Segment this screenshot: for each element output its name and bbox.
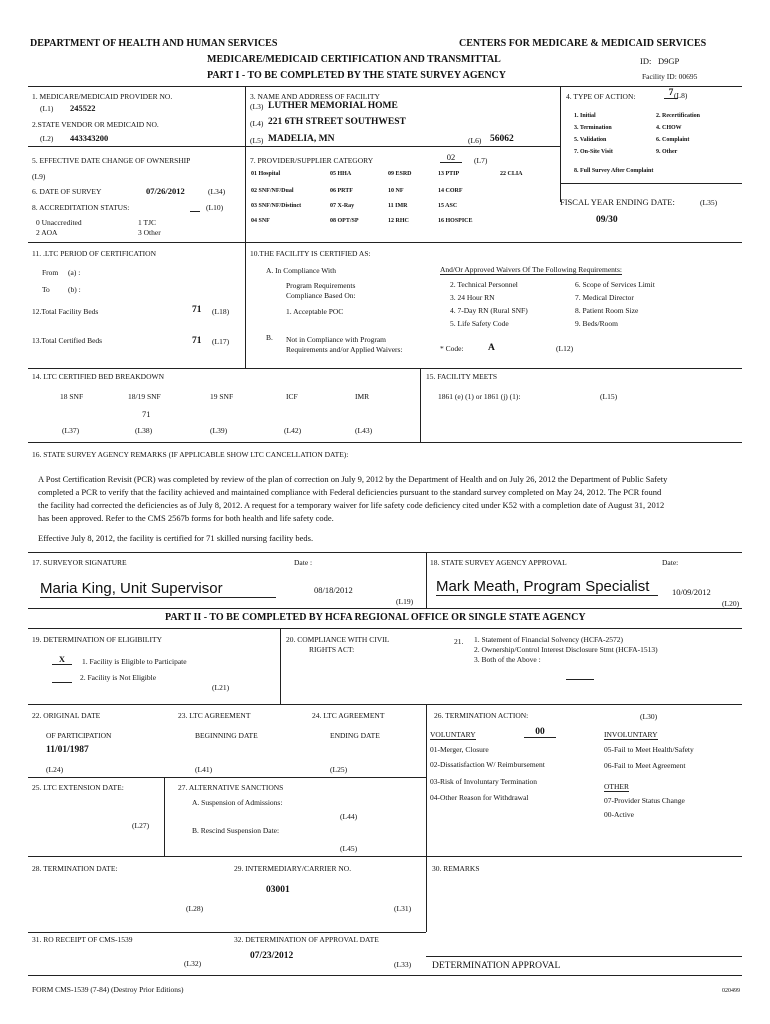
form-title: MEDICARE/MEDICAID CERTIFICATION AND TRANSMITTAL: [207, 54, 501, 65]
approval-date-code: (L33): [394, 960, 412, 969]
divider: [280, 628, 281, 704]
category-option: 08 OPT/SP: [330, 218, 359, 224]
divider: [426, 856, 427, 932]
divider: [426, 552, 427, 608]
action-type-label: 4. TYPE OF ACTION:: [566, 92, 636, 101]
category-option: 12 RHC: [388, 218, 409, 224]
divider: [28, 368, 742, 369]
category-option: 06 PRTF: [330, 188, 353, 194]
action-option: 2. Recertification: [656, 113, 700, 119]
total-beds-code: (L18): [212, 307, 230, 316]
ltc-extension-code: (L27): [132, 821, 150, 830]
id-label: ID:: [640, 56, 652, 66]
facility-zip: 56062: [490, 134, 514, 144]
waiver-item: 5. Life Safety Code: [450, 319, 509, 328]
category-option: 05 HHA: [330, 171, 352, 177]
original-date-code: (L24): [46, 765, 64, 774]
ro-receipt-label: 31. RO RECEIPT OF CMS-1539: [32, 935, 133, 944]
vendor-no-value: 443343200: [70, 133, 109, 143]
bed-code: (L42): [284, 426, 302, 435]
facility-city: MADELIA, MN: [268, 134, 335, 144]
category-option: 16 HOSPICE: [438, 218, 473, 224]
vendor-no-code: (L2): [40, 134, 54, 143]
ltc-end-label2: ENDING DATE: [330, 731, 380, 740]
certified-as-label: 10.THE FACILITY IS CERTIFIED AS:: [250, 249, 371, 258]
bed-code: (L38): [135, 426, 153, 435]
action-option: 6. Complaint: [656, 137, 690, 143]
item21-opt: 3. Both of the Above :: [474, 655, 541, 664]
category-option: 04 SNF: [251, 218, 270, 224]
remarks-line: A Post Certification Revisit (PCR) was completed by review of the plan of correction on July 9, 2012 by the Department of Health and on July 26, 2012 the Department of Public Safety: [38, 474, 668, 484]
divider: [560, 86, 561, 202]
action-option: 5. Validation: [574, 137, 607, 143]
accreditation-code: (L10): [206, 203, 224, 212]
compliance-b: B.: [266, 333, 273, 342]
dept-title: DEPARTMENT OF HEALTH AND HUMAN SERVICES: [30, 38, 278, 49]
category-option: 01 Hospital: [251, 171, 281, 177]
civil-rights-label: 20. COMPLIANCE WITH CIVIL: [286, 635, 390, 644]
remarks30-label: 30. REMARKS: [432, 864, 480, 873]
survey-date-label: 6. DATE OF SURVEY: [32, 187, 102, 196]
fiscal-year-label: FISCAL YEAR ENDING DATE:: [560, 197, 675, 207]
ltc-from: From: [42, 268, 59, 277]
accreditation-opt: 0 Unaccredited: [36, 218, 82, 227]
voluntary-opt: 01-Merger, Closure: [430, 745, 489, 754]
category-option: 13 PTIP: [438, 171, 460, 177]
provider-no-code: (L1): [40, 104, 54, 113]
eligibility-code: (L21): [212, 683, 230, 692]
termination-action-label: 26. TERMINATION ACTION:: [434, 711, 529, 720]
agency-approval-label: 18. STATE SURVEY AGENCY APPROVAL: [430, 558, 567, 567]
compliance-b2: Requirements and/or Applied Waivers:: [286, 345, 403, 354]
compliance-a3: 1. Acceptable POC: [286, 307, 344, 316]
original-date-label2: OF PARTICIPATION: [46, 731, 112, 740]
action-option: 4. CHOW: [656, 125, 682, 131]
compliance-a2: Compliance Based On:: [286, 291, 356, 300]
ltc-end-label: 24. LTC AGREEMENT: [312, 711, 385, 720]
accreditation-label: 8. ACCREDITATION STATUS:: [32, 203, 130, 212]
ltc-period-label: 11. .LTC PERIOD OF CERTIFICATION: [32, 249, 157, 258]
surveyor-signature: Maria King, Unit Supervisor: [40, 580, 276, 598]
eligibility-opt1: 1. Facility is Eligible to Participate: [82, 657, 187, 666]
termination-date-code: (L28): [186, 904, 204, 913]
category-code: (L7): [474, 156, 488, 165]
accreditation-opt: 1 TJC: [138, 218, 156, 227]
divider: [28, 704, 742, 705]
vendor-no-label: 2.STATE VENDOR OR MEDICAID NO.: [32, 120, 159, 129]
waiver-item: 7. Medical Director: [575, 293, 634, 302]
category-option: 03 SNF/NF/Distinct: [251, 203, 302, 209]
surveyor-date-code: (L19): [396, 597, 414, 606]
waiver-item: 4. 7-Day RN (Rural SNF): [450, 306, 528, 315]
ltc-to: To: [42, 285, 50, 294]
item21-opt: 1. Statement of Financial Solvency (HCFA-2572): [474, 635, 624, 644]
facility-meets-text: 1861 (e) (1) or 1861 (j) (1):: [438, 392, 521, 401]
agency-date: 10/09/2012: [672, 587, 711, 597]
remarks-line: completed a PCR to verify that the facility achieved and maintained compliance with Federal deficiencies pursuant to the standard survey completed on May 24, 2012. The PCR found: [38, 487, 662, 497]
other-opt: 07-Provider Status Change: [604, 796, 685, 805]
divider: [28, 628, 742, 629]
item21-blank: [566, 679, 594, 680]
divider: [28, 86, 742, 87]
involuntary-opt: 05-Fail to Meet Health/Safety: [604, 745, 694, 754]
fiscal-year-code: (L35): [700, 198, 718, 207]
divider: [28, 608, 742, 609]
survey-date-code: (L34): [208, 187, 226, 196]
survey-date-value: 07/26/2012: [146, 186, 185, 196]
bed-col: ICF: [286, 392, 298, 401]
bed-breakdown-label: 14. LTC CERTIFIED BED BREAKDOWN: [32, 372, 164, 381]
facility-name-code: (L3): [250, 102, 264, 111]
termination-date-label: 28. TERMINATION DATE:: [32, 864, 118, 873]
divider: [28, 856, 742, 857]
bed-code: (L43): [355, 426, 373, 435]
approval-date-label: 32. DETERMINATION OF APPROVAL DATE: [234, 935, 379, 944]
other-opt: 00-Active: [604, 810, 634, 819]
termination-action-code: (L30): [640, 712, 658, 721]
waiver-item: 8. Patient Room Size: [575, 306, 639, 315]
determination-approval: DETERMINATION APPROVAL: [432, 961, 561, 971]
category-label: 7. PROVIDER/SUPPLIER CATEGORY: [250, 156, 374, 165]
ltc-begin-label: 23. LTC AGREEMENT: [178, 711, 251, 720]
facility-id: Facility ID: 00695: [642, 72, 698, 81]
bed-col: IMR: [355, 392, 370, 401]
compliance-b1: Not in Compliance with Program: [286, 335, 386, 344]
eligibility-blank: [52, 682, 72, 683]
remarks-label: 16. STATE SURVEY AGENCY REMARKS (IF APPLICABLE SHOW LTC CANCELLATION DATE):: [32, 450, 349, 459]
waiver-item: 2. Technical Personnel: [450, 280, 518, 289]
action-option: 9. Other: [656, 149, 678, 155]
facility-city-code: (L5): [250, 136, 264, 145]
remarks-line: the facility had corrected the deficiencies as of July 8, 2012. A request for a temporary waiver for life safety code deficiency cited under K52 with a completion date of August 31, 2012: [38, 500, 665, 510]
action-type-code: (L8): [674, 91, 688, 100]
part2-title: PART II - TO BE COMPLETED BY HCFA REGIONAL OFFICE OR SINGLE STATE AGENCY: [165, 612, 586, 623]
total-beds-value: 71: [192, 305, 202, 315]
divider: [426, 704, 427, 856]
waiver-code-value: A: [488, 343, 495, 353]
facility-street-code: (L4): [250, 119, 264, 128]
bed-code: (L39): [210, 426, 228, 435]
waiver-code-label: * Code:: [440, 344, 464, 353]
divider: [28, 242, 742, 243]
other-label: OTHER: [604, 782, 629, 791]
ltc-end-code: (L25): [330, 765, 348, 774]
sanctions-label: 27. ALTERNATIVE SANCTIONS: [178, 783, 284, 792]
facility-street: 221 6TH STREET SOUTHWEST: [268, 117, 406, 127]
item21-label: 21.: [454, 637, 464, 646]
original-date-value: 11/01/1987: [46, 745, 89, 755]
surveyor-date-label: Date :: [294, 558, 313, 567]
remarks-line: has been approved. Refer to the CMS 2567b forms for both health and life safety code.: [38, 513, 334, 523]
remarks-effective: Effective July 8, 2012, the facility is certified for 71 skilled nursing facility beds.: [38, 533, 314, 543]
carrier-value: 03001: [266, 885, 290, 895]
bed-col: 19 SNF: [210, 392, 234, 401]
sanctions-b-code: (L45): [340, 844, 358, 853]
ltc-from-a: (a) :: [68, 268, 81, 277]
divider: [426, 956, 742, 957]
ro-receipt-code: (L32): [184, 959, 202, 968]
approval-date-value: 07/23/2012: [250, 951, 294, 961]
surveyor-date: 08/18/2012: [314, 585, 353, 595]
bed-col: 18 SNF: [60, 392, 84, 401]
compliance-a: A. In Compliance With: [266, 266, 336, 275]
waiver-code-l: (L12): [556, 344, 574, 353]
surveyor-signature-label: 17. SURVEYOR SIGNATURE: [32, 558, 127, 567]
agency-date-label: Date:: [662, 558, 679, 567]
divider: [245, 146, 246, 242]
ownership-change-code: (L9): [32, 172, 46, 181]
involuntary-opt: 06-Fail to Meet Agreement: [604, 761, 686, 770]
category-option: 10 NF: [388, 188, 404, 194]
ltc-to-b: (b) :: [68, 285, 81, 294]
sanctions-b: B. Rescind Suspension Date:: [192, 826, 280, 835]
action-option: 7. On-Site Visit: [574, 149, 613, 155]
action-type-value: 7: [664, 88, 678, 99]
sanctions-a: A. Suspension of Admissions:: [192, 798, 283, 807]
action-option: 1. Initial: [574, 113, 596, 119]
voluntary-value: 00: [524, 727, 556, 738]
sanctions-a-code: (L44): [340, 812, 358, 821]
action-option: 3. Termination: [574, 125, 612, 131]
accreditation-blank: [190, 211, 200, 212]
carrier-label: 29. INTERMEDIARY/CARRIER NO.: [234, 864, 352, 873]
category-option: 14 CORF: [438, 188, 463, 194]
divider: [245, 86, 246, 146]
divider: [28, 442, 742, 443]
involuntary-label: INVOLUNTARY: [604, 730, 658, 739]
facility-name: LUTHER MEMORIAL HOME: [268, 101, 398, 111]
divider: [28, 777, 426, 778]
agency-date-code: (L20): [722, 599, 740, 608]
id-value: D9GP: [658, 56, 680, 66]
category-option: 22 CLIA: [500, 171, 523, 177]
waiver-item: 9. Beds/Room: [575, 319, 618, 328]
waiver-item: 3. 24 Hour RN: [450, 293, 495, 302]
waiver-item: 6. Scope of Services Limit: [575, 280, 655, 289]
waivers-label: And/Or Approved Waivers Of The Following Requirements:: [440, 265, 623, 274]
action-option: 8. Full Survey After Complaint: [574, 168, 654, 174]
certified-beds-label: 13.Total Certified Beds: [32, 336, 103, 345]
facility-meets-label: 15. FACILITY MEETS: [426, 372, 498, 381]
form-number: FORM CMS-1539 (7-84) (Destroy Prior Editions): [32, 985, 184, 994]
original-date-label: 22. ORIGINAL DATE: [32, 711, 101, 720]
facility-name-label: 3. NAME AND ADDRESS OF FACILITY: [250, 92, 380, 101]
divider: [28, 552, 742, 553]
category-option: 09 ESRD: [388, 171, 412, 177]
accreditation-opt: 3 Other: [138, 228, 161, 237]
part1-title: PART I - TO BE COMPLETED BY THE STATE SURVEY AGENCY: [207, 70, 506, 81]
eligibility-opt2: 2. Facility is Not Eligible: [80, 673, 157, 682]
carrier-code: (L31): [394, 904, 412, 913]
ownership-change-label: 5. EFFECTIVE DATE CHANGE OF OWNERSHIP: [32, 156, 191, 165]
accreditation-opt: 2 AOA: [36, 228, 58, 237]
voluntary-opt: 04-Other Reason for Withdrawal: [430, 793, 529, 802]
bed-value: 71: [142, 409, 151, 419]
certified-beds-value: 71: [192, 336, 202, 346]
form-code: 020499: [722, 988, 740, 994]
voluntary-opt: 02-Dissatisfaction W/ Reimbursement: [430, 760, 545, 769]
civil-rights-label2: RIGHTS ACT:: [309, 645, 355, 654]
eligibility-label: 19. DETERMINATION OF ELIGIBILITY: [32, 635, 162, 644]
agency-signature: Mark Meath, Program Specialist: [436, 578, 658, 596]
voluntary-opt: 03-Risk of Involuntary Termination: [430, 777, 538, 786]
ltc-begin-code: (L41): [195, 765, 213, 774]
bed-code: (L37): [62, 426, 80, 435]
divider: [28, 932, 426, 933]
fiscal-year-value: 09/30: [596, 215, 618, 225]
eligibility-x: X: [52, 654, 72, 665]
divider: [28, 975, 742, 976]
divider: [245, 242, 246, 368]
ltc-begin-label2: BEGINNING DATE: [195, 731, 258, 740]
category-value: 02: [440, 152, 462, 163]
divider: [164, 777, 165, 856]
certified-beds-code: (L17): [212, 337, 230, 346]
item21-opt: 2. Ownership/Control Interest Disclosure Stmt (HCFA-1513): [474, 645, 658, 654]
category-option: 07 X-Ray: [330, 203, 355, 209]
bed-col: 18/19 SNF: [128, 392, 161, 401]
divider: [560, 183, 742, 184]
total-beds-label: 12.Total Facility Beds: [32, 307, 99, 316]
provider-no-value: 245522: [70, 103, 96, 113]
voluntary-label: VOLUNTARY: [430, 730, 476, 739]
facility-zip-code: (L6): [468, 136, 482, 145]
provider-no-label: 1. MEDICARE/MEDICAID PROVIDER NO.: [32, 92, 173, 101]
facility-meets-code: (L15): [600, 392, 618, 401]
ltc-extension-label: 25. LTC EXTENSION DATE:: [32, 783, 124, 792]
category-option: 15 ASC: [438, 203, 458, 209]
compliance-a1: Program Requirements: [286, 281, 356, 290]
category-option: 02 SNF/NF/Dual: [251, 188, 294, 194]
divider: [28, 146, 560, 147]
divider: [420, 368, 421, 442]
cms-title: CENTERS FOR MEDICARE & MEDICAID SERVICES: [459, 38, 707, 49]
category-option: 11 IMR: [388, 203, 408, 209]
